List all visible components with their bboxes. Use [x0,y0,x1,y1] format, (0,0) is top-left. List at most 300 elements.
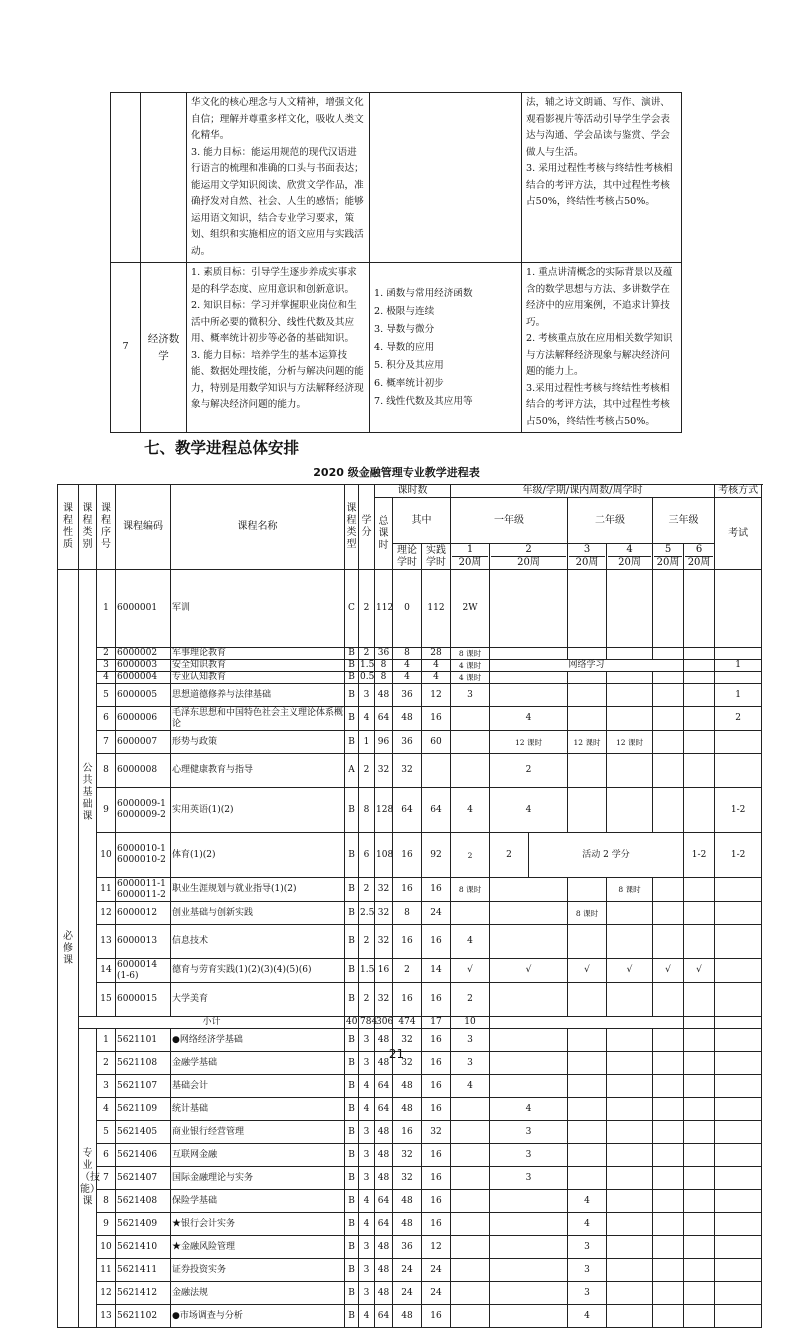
practice-hours: 16 [422,878,451,902]
semester-4-hours [607,1098,653,1121]
semester-4-hours [607,1075,653,1098]
course-credit: 0.5 [360,672,375,682]
semester-3-hours: 8 课时 [568,902,607,925]
semester-2-hours [490,1259,568,1282]
semester-6-hours [684,1190,715,1213]
course-name: 金融法规 [171,1282,345,1305]
course-name: 互联网金融 [171,1144,345,1167]
theory-hours: 48 [393,1190,422,1213]
theory-hours: 24 [393,1259,422,1282]
total-hours: 64 [375,1305,393,1328]
course-seq: 2 [97,1052,116,1075]
theory-hours: 32 [393,1167,422,1190]
semester-5-hours [653,1282,684,1305]
course-code: 5621407 [116,1167,171,1190]
header-practice: 实践学时 [422,544,451,570]
semester-5-hours [653,648,684,660]
course-content [370,93,522,263]
course-type: B [345,672,359,684]
course-type: B [345,1305,359,1328]
semester-3-hours: 3 [568,1259,607,1282]
exam-semester [715,983,762,1017]
course-credit: 6 [359,833,375,878]
course-code: 5621409 [116,1213,171,1236]
course-type: B [345,1236,359,1259]
course-seq: 7 [97,731,116,754]
course-code: 6000010-1 6000010-2 [116,833,171,878]
semester-2-hours [490,570,568,648]
semester-5-hours [653,707,684,731]
practice-hours: 16 [422,1075,451,1098]
table-row [111,263,682,433]
course-type: B [345,731,359,754]
course-type: C [345,570,359,648]
theory-hours: 8 [393,902,422,925]
course-name: ●市场调查与分析 [171,1305,345,1328]
semester-1-hours [451,1305,490,1328]
course-type: B [345,1144,359,1167]
semester-3-hours: 4 [568,1190,607,1213]
course-code: 5621408 [116,1190,171,1213]
course-seq: 11 [97,1259,116,1282]
semester-2-hours [490,1075,568,1098]
semester-3-hours [568,684,607,707]
practice-hours: 16 [422,1052,451,1075]
theory-hours: 32 [393,1029,422,1052]
course-seq: 6 [97,1144,116,1167]
exam-semester [715,672,762,684]
total-hours: 48 [375,1029,393,1052]
course-credit: 2 [359,983,375,1017]
total-hours: 64 [375,707,393,731]
total-hours: 8 [375,672,393,684]
subtotal-check [715,1017,762,1029]
semester-2-hours [490,648,568,660]
course-credit: 2 [359,754,375,788]
semester-6-hours [684,983,715,1017]
subtotal-exam [684,1017,715,1029]
course-seq: 8 [97,754,116,788]
table-row [58,672,762,684]
total-hours: 32 [375,902,393,925]
course-credit: 4 [359,1075,375,1098]
table-row [58,1305,762,1328]
semester-4-hours [607,1259,653,1282]
theory-hours: 0 [393,570,422,648]
header-theory: 理论学时 [393,544,422,570]
exam-semester: 1-2 [684,833,715,878]
total-hours: 48 [375,1052,393,1075]
theory-hours: 36 [393,684,422,707]
course-name: 创业基础与创新实践 [171,902,345,925]
course-code: 5621410 [116,1236,171,1259]
course-credit: 4 [359,707,375,731]
course-seq: 3 [97,660,116,672]
exam-semester [715,1236,762,1259]
semester-5-hours [653,788,684,833]
semester-2-hours [490,684,568,707]
table-row [58,1213,762,1236]
course-type: B [345,902,359,925]
course-code: 6000014 (1-6) [116,959,171,983]
semester-2-hours: 3 [490,1121,568,1144]
semester-2-hours [490,925,568,959]
practice-hours: 16 [422,1029,451,1052]
subtotal-label: 小计 [79,1017,345,1029]
table-row [58,731,762,754]
check-semester: 1 [715,660,762,672]
practice-hours: 60 [422,731,451,754]
header-credit: 学分 [359,485,375,570]
semester-6-hours [684,570,715,648]
semester-1-hours [451,1144,490,1167]
header-course-type: 课程类型 [345,485,359,570]
course-name: 军事理论教育 [171,648,345,660]
theory-hours: 32 [393,1144,422,1167]
semester-4-hours [607,672,653,684]
course-seq: 4 [97,1098,116,1121]
course-seq: 1 [97,570,116,648]
course-name: 大学美育 [171,983,345,1017]
header-hours: 课时数 [375,485,451,498]
semester-span-note: 活动 2 学分 [529,833,684,878]
course-code: 6000012 [116,902,171,925]
course-name: 实用英语(1)(2) [171,788,345,833]
total-hours: 32 [375,754,393,788]
total-hours: 32 [375,878,393,902]
course-type: B [345,684,359,707]
header-semester-group: 年级/学期/课内周数/周学时 [451,485,715,498]
theory-hours: 48 [393,1213,422,1236]
course-content: 1. 函数与常用经济函数 2. 极限与连续 3. 导数与微分 4. 导数的应用 5. 积分及其应用 6. 概率统计初步 7. 线性代数及其应用等 [370,263,522,433]
semester-1-hours: 4 [451,788,490,833]
theory-hours: 48 [393,707,422,731]
theory-hours: 16 [393,833,422,878]
total-hours: 32 [375,925,393,959]
course-nature: 必修课 [58,570,79,1328]
exam-semester [715,959,762,983]
semester-4-hours [607,570,653,648]
course-seq: 13 [97,1305,116,1328]
course-seq: 13 [97,925,116,959]
semester-5-hours [653,1213,684,1236]
course-seq: 10 [97,1236,116,1259]
practice-hours: 24 [422,902,451,925]
course-name: ★银行会计实务 [171,1213,345,1236]
header-semester-3 [568,544,607,570]
total-hours: 96 [375,731,393,754]
course-name: 军训 [171,570,345,648]
course-name: 专业认知教育 [171,672,345,684]
semester-4-hours: √ [607,959,653,983]
semester-2-hours [490,1282,568,1305]
theory-hours: 48 [393,1098,422,1121]
semester-4-hours [607,1190,653,1213]
semester-2-hours: 3 [490,1167,568,1190]
semester-5-hours [653,1144,684,1167]
practice-hours: 12 [422,684,451,707]
semester-3-hours: 4 [568,1305,607,1328]
course-code: 6000005 [116,684,171,707]
table-row [58,754,762,788]
table-row [58,684,762,707]
practice-hours: 16 [422,1305,451,1328]
course-name: 思想道德修养与法律基础 [171,684,345,707]
semester-4-hours [607,1236,653,1259]
course-seq: 6 [97,707,116,731]
course-code: 5621405 [116,1121,171,1144]
course-category: 公共基础课 [79,570,97,1017]
theory-hours: 4 [393,660,422,672]
course-code: 5621406 [116,1144,171,1167]
semester-5-hours [653,1121,684,1144]
semester-1-hours [451,1259,490,1282]
header-course-name: 课程名称 [171,485,345,570]
semester-3-hours [568,1144,607,1167]
course-credit: 2 [359,648,375,660]
semester-5-hours [653,1259,684,1282]
semester-3-hours: 3 [568,1282,607,1305]
semester-5-hours [653,754,684,788]
semester-2-hours [490,878,568,902]
header-semester-1 [451,544,490,570]
theory-hours: 32 [393,754,422,788]
semester-5-hours: √ [653,959,684,983]
header-year2: 二年级 [568,498,653,544]
semester-3-hours: √ [568,959,607,983]
semester-4-hours [607,707,653,731]
semester-1-hours [451,1236,490,1259]
theory-hours: 32 [393,1052,422,1075]
semester-weeks: 20周 [517,557,540,568]
semester-6-hours [684,925,715,959]
course-code: 6000002 [116,648,171,660]
practice-hours: 24 [422,1259,451,1282]
semester-1-hours [451,1190,490,1213]
exam-semester [715,1305,762,1328]
semester-1-hours: 3 [451,684,490,707]
course-code: 6000001 [116,570,171,648]
course-type: B [345,1098,359,1121]
practice-hours: 16 [422,983,451,1017]
course-name: 商业银行经营管理 [171,1121,345,1144]
practice-hours: 32 [422,1121,451,1144]
semester-6-hours [684,902,715,925]
exam-semester [715,878,762,902]
semester-3-hours [568,1167,607,1190]
total-hours: 64 [375,1075,393,1098]
course-type: B [345,1029,359,1052]
semester-6-hours [684,1167,715,1190]
course-name: 基础会计 [171,1075,345,1098]
exam-semester [715,1213,762,1236]
course-name: 心理健康教育与指导 [171,754,345,788]
course-code: 6000009-1 6000009-2 [116,788,171,833]
semester-1-hours: 2 [451,983,490,1017]
exam-semester [715,1282,762,1305]
semester-weeks: 20周 [618,557,641,568]
table-row [58,983,762,1017]
table-row [58,1017,762,1029]
total-hours: 48 [375,1167,393,1190]
practice-hours: 92 [422,833,451,878]
course-code: 5621108 [116,1052,171,1075]
course-credit: 4 [359,1305,375,1328]
subtotal-total: 784 [360,1017,378,1027]
section-heading: 七、教学进程总体安排 [144,439,300,457]
semester-1-hours [451,1213,490,1236]
semester-5-hours [653,1098,684,1121]
semester-1-hours: 2 [451,833,490,878]
total-hours: 112 [375,570,393,648]
exam-semester [715,1144,762,1167]
course-credit: 2 [359,878,375,902]
practice-hours [422,754,451,788]
semester-6-hours [684,707,715,731]
course-name: 国际金融理论与实务 [171,1167,345,1190]
course-type: B [345,833,359,878]
course-credit: 1.5 [359,959,375,983]
semester-2-hours [490,1236,568,1259]
header-assessment: 考核方式 [715,485,762,498]
semester-4-hours [607,925,653,959]
total-hours: 64 [375,1190,393,1213]
semester-4-hours [607,902,653,925]
semester-2-hours: 2 [490,754,568,788]
total-hours: 64 [375,1098,393,1121]
semester-1-hours [451,754,490,788]
total-hours: 48 [375,1144,393,1167]
semester-2-hours: 3 [490,1144,568,1167]
practice-hours: 12 [422,1236,451,1259]
course-description-table [110,92,682,433]
course-credit: 2.5 [359,902,375,925]
course-seq: 2 [97,648,116,660]
course-seq: 14 [97,959,116,983]
course-type: A [345,754,359,788]
course-type: B [345,1075,359,1098]
semester-1-hours: 3 [451,1029,490,1052]
subtotal-semester-2: 10 [451,1017,490,1029]
semester-5-hours [653,1167,684,1190]
semester-4-hours [607,1282,653,1305]
course-type: B [345,959,359,983]
semester-5-hours [653,1236,684,1259]
course-code: 6000003 [116,660,171,672]
course-name: 安全知识教育 [171,660,345,672]
exam-semester [715,754,762,788]
course-type: B [345,983,359,1017]
header-course-seq: 课程序号 [97,485,116,570]
semester-3-hours: 3 [568,1236,607,1259]
theory-hours: 16 [393,983,422,1017]
theory-hours: 16 [393,1121,422,1144]
semester-2-hours: √ [490,959,568,983]
course-seq: 12 [97,902,116,925]
exam-semester: 1-2 [715,788,762,833]
semester-4-hours [607,1305,653,1328]
course-credit: 3 [359,1282,375,1305]
course-credit: 3 [359,1121,375,1144]
practice-hours: 64 [422,788,451,833]
check-semester: 1-2 [715,833,762,878]
course-code: 6000008 [116,754,171,788]
course-type: B [345,1259,359,1282]
course-code: 5621109 [116,1098,171,1121]
semester-1-hours: 4 课时 [451,672,490,684]
course-code: 5621412 [116,1282,171,1305]
course-credit: 3 [359,1259,375,1282]
semester-5-hours [653,902,684,925]
semester-3-hours [568,648,607,660]
table-row [58,1259,762,1282]
practice-hours: 4 [422,672,451,684]
course-code: 5621102 [116,1305,171,1328]
course-name: 毛泽东思想和中国特色社会主义理论体系概论 [172,707,344,729]
theory-hours: 36 [393,731,422,754]
theory-hours: 8 [393,648,422,660]
theory-hours: 16 [393,878,422,902]
course-code: 6000013 [116,925,171,959]
semester-3-hours [568,1121,607,1144]
total-hours: 64 [375,1213,393,1236]
semester-weeks: 20周 [575,557,599,568]
course-type: B [345,1213,359,1236]
semester-3-hours [568,707,607,731]
course-name: 统计基础 [171,1098,345,1121]
semester-2-hours: 4 [490,1098,568,1121]
course-seq: 12 [97,1282,116,1305]
semester-number: 3 [569,544,605,557]
semester-5-hours [653,878,684,902]
course-type: B [345,707,359,731]
semester-2-hours [490,672,568,684]
course-name [141,93,187,263]
semester-6-hours [684,684,715,707]
semester-1-hours [451,1121,490,1144]
course-seq: 1 [97,1029,116,1052]
course-objectives: 华文化的核心理念与人文精神，增强文化自信；理解并尊重多样文化，吸收人类文化精华。 3. 能力目标：能运用规范的现代汉语进行语言的梳理和准确的口头与书面表达；能运用文学知识阅读、欣赏文学作品，准确抒发对自然、社会、人生的感悟；能够运用语文知识，结合专业学习要求，策划、组织和实施相应的语文应用与实践活动。 [187,93,370,263]
exam-semester [715,648,762,660]
practice-hours: 16 [422,1098,451,1121]
subtotal-semester-1: 17 [422,1017,451,1029]
semester-1-hours: 4 [451,1075,490,1098]
semester-2-hours: 4 [490,707,568,731]
practice-hours: 14 [422,959,451,983]
course-objectives: 1. 素质目标：引导学生逐步养成实事求是的科学态度、应用意识和创新意识。 2. 知识目标：学习并掌握职业岗位和生活中所必要的微积分、线性代数及其应用、概率统计初步等必备的基础知识。 3. 能力目标：培养学生的基本运算技能、数据处理技能，分析与解决问题的能力，特别是用数学知识与方法解释经济现象与解决经济问题的能力。 [187,263,370,433]
table-row [58,707,762,731]
header-course-category: 课程类别 [79,485,97,570]
semester-3-hours [568,983,607,1017]
page-number: 21 [388,1047,405,1061]
theory-hours: 48 [393,1075,422,1098]
course-credit: 4 [359,1213,375,1236]
semester-4-hours [607,1121,653,1144]
header-course-nature: 课程性质 [58,485,79,570]
semester-4-hours [607,1144,653,1167]
semester-4-hours [607,684,653,707]
practice-hours: 16 [422,1167,451,1190]
course-credit: 2 [359,570,375,648]
semester-1-hours: 3 [451,1052,490,1075]
theory-hours: 16 [393,925,422,959]
semester-2-hours [490,1190,568,1213]
semester-4-hours [607,754,653,788]
exam-semester [715,1121,762,1144]
semester-5-hours [653,1305,684,1328]
course-name: ★金融风险管理 [171,1236,345,1259]
semester-5-hours [653,1190,684,1213]
